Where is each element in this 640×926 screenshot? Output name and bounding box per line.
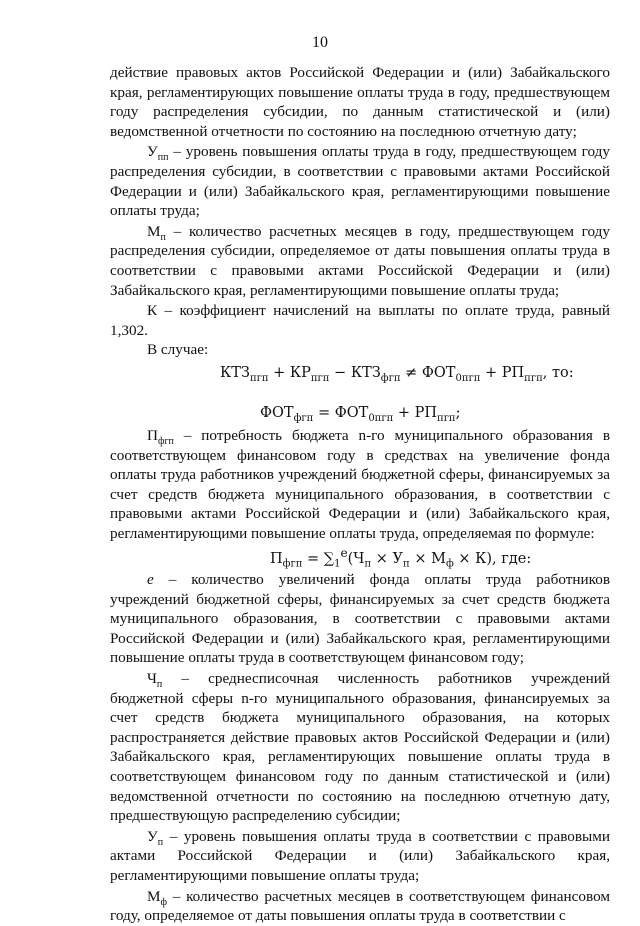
definition-text: – потребность бюджета n-го муниципального образования в соответствующем финансовом году в средствах на увеличение фонда оплаты труда работников учреждений бюджетной сферы, финансируемых за счет средств бюджета муниципального образования, в соответствии с правовыми актами Российской Федерации и (или) Забайкальского края, регламентирующими повышение оплаты труда, определяемая по формуле:	[110, 427, 610, 543]
definition-mf	[110, 887, 610, 926]
symbol-subscript: п	[157, 836, 164, 848]
symbol: М	[147, 222, 161, 240]
definition-chp	[110, 669, 610, 826]
symbol-subscript: пп	[157, 152, 169, 164]
symbol-subscript: п	[156, 679, 163, 691]
document-body	[110, 63, 610, 926]
symbol-subscript: ф	[160, 896, 167, 908]
condition-intro: В случае:	[147, 341, 209, 359]
definition-upp	[110, 142, 610, 220]
definition-text: – количество расчетных месяцев в году, предшествующем году распределения субсидии, определяемое от даты повышения оплаты труда в соответствии с правовыми актами Российской Федерации и (или) Забайкальского края, регламентирующими повышение оплаты труда;	[110, 222, 610, 299]
definition-k: К – коэффициент начислений на выплаты по оплате труда, равный 1,302.	[110, 302, 610, 339]
symbol-subscript: п	[160, 231, 166, 243]
paragraph-continuation: действие правовых актов Российской Федерации и (или) Забайкальского края, регламентирующих повышение оплаты труда в году, предшествующем году распределения субсидии, по данным статистической и (или) ведомственной отчетности по состоянию на последнюю отчетную дату;	[110, 64, 610, 140]
definition-mp	[110, 222, 610, 300]
page-number: 10	[312, 34, 328, 51]
formula-pfgp: $П_{фгп} = \sum_1^e(Ч_п \times У_п \times М_ф \times К)$, где:	[270, 545, 532, 570]
definition-e	[110, 570, 610, 668]
symbol: М	[147, 887, 161, 905]
symbol: П	[147, 427, 158, 445]
definition-text: – количество расчетных месяцев в соответствующем финансовом году, определяемое от даты повышения оплаты труда в соответствии с	[110, 887, 610, 925]
definition-pfgp	[110, 426, 610, 544]
symbol: У	[147, 827, 158, 845]
symbol: У	[147, 143, 158, 161]
symbol: Ч	[147, 670, 157, 688]
definition-text: – уровень повышения оплаты труда в соответствии с правовыми актами Российской Федерации и (или) Забайкальского края, регламентирующими повышение оплаты труда;	[110, 827, 610, 884]
formula-fot: $ФОТ_{фгп} = ФОТ_{0пгп} + РП_{пгп}$;	[260, 404, 461, 424]
definition-text: – уровень повышения оплаты труда в году, предшествующем году распределения субсидии, в соответствии с правовыми актами Российской Федерации и (или) Забайкальского края, регламентирующими повышение оплаты труда;	[110, 143, 610, 220]
definition-text: – среднесписочная численность работников учреждений бюджетной сферы n-го муниципального образования, финансируемых за счет средств бюджета муниципального образования, на которых распространяется действие правовых актов Российской Федерации и (или) Забайкальского края, регламентирующих повышение оплаты труда в соответствующем финансовом году по данным статистической и (или) ведомственной отчетности по состоянию на последнюю отчетную дату, предшествующую распределению субсидии;	[110, 670, 610, 825]
definition-text: – количество увеличений фонда оплаты труда работников учреждений бюджетной сферы, финансируемых за счет средств бюджета муниципального образования, в соответствии с правовыми актами Российской Федерации и (или) Забайкальского края, регламентирующими повышение оплаты труда в соответствующем финансовом году;	[110, 571, 610, 667]
symbol: e	[147, 571, 154, 589]
definition-up	[110, 827, 610, 886]
formula-condition: $КТЗ_{пгп} + КР_{пгп} - КТЗ_{фгп} \ne ФОТ_{0пгп} + РП_{пгп}$, то:	[220, 364, 574, 384]
symbol-subscript: фгп	[157, 436, 174, 448]
